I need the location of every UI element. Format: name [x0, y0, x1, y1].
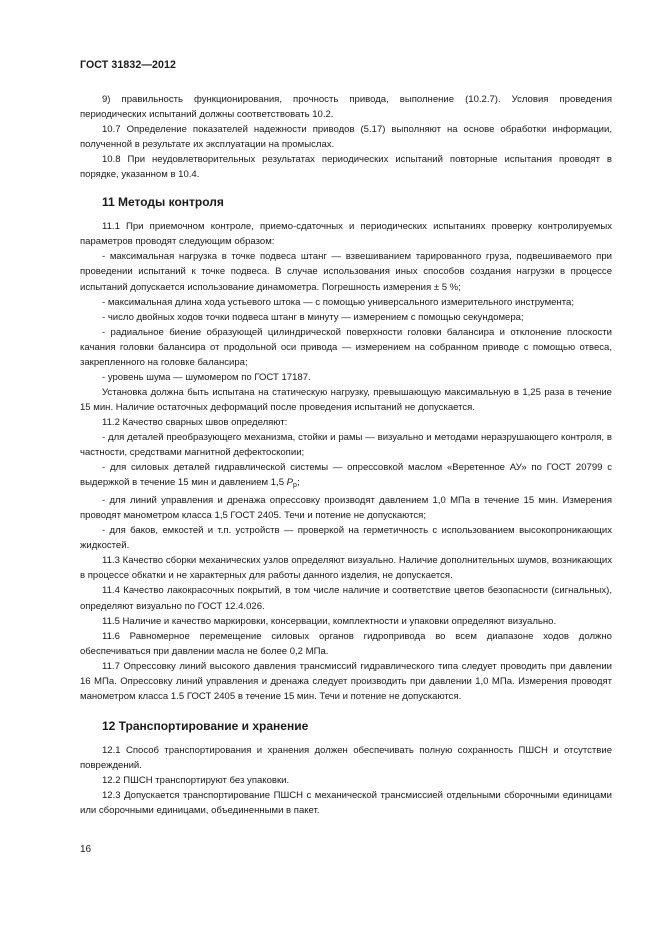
list-item: - уровень шума — шумомером по ГОСТ 17187.: [102, 371, 311, 383]
paragraph: 11.7 Опрессовку линий высокого давления трансмиссий гидравлического типа следует проводить при давлении 16 МПа. Опрессовку линий управления и дренажа следует производить при давлении 1,0 МПа. Измерения проводят манометром класса 1.5 ГОСТ 2405 в течение 15 мин. Течи и потение не допускаются.: [80, 660, 612, 702]
section-heading-11: 11 Методы контроля: [102, 195, 224, 210]
list-item: - для деталей преобразующего механизма, стойки и рамы — визуально и методами неразрушающего контроля, в частности, средствами магнитной дефектоскопии;: [80, 431, 612, 459]
paragraph: 11.5 Наличие и качество маркировки, консервации, комплектности и упаковки определяют визуально.: [102, 615, 557, 627]
paragraph: 12.2 ПШСН транспортируют без упаковки.: [102, 774, 290, 786]
list-item: - число двойных ходов точки подвеса штанг в минуту — измерением с помощью секундомера;: [102, 311, 524, 323]
list-item-hydraulic: [80, 460, 612, 493]
paragraph: 12.1 Способ транспортирования и хранения должен обеспечивать полную сохранность ПШСН и отсутствие повреждений.: [80, 744, 612, 771]
hydraulic-tail: ;: [296, 477, 300, 489]
paragraph: 11.4 Качество лакокрасочных покрытий, в том числе наличие и соответствие цветов безопасности (сигнальных), определяют визуально по ГОСТ 12.4.026.: [80, 585, 612, 612]
paragraph: 12.3 Допускается транспортирование ПШСН с механической трансмиссией отдельными сборочными единицами или сборочными единицами, объединенными в пакет.: [80, 790, 612, 817]
paragraph: 11.3 Качество сборки механических узлов определяют визуально. Наличие дополнительных шумов, возникающих в процессе обкатки и не характерных для работы данного изделия, не допускается.: [80, 555, 612, 582]
list-item: - максимальная нагрузка в точке подвеса штанг — взвешиванием тарированного груза, подвешиваемого при проведении испытаний к точке подвеса. В случае использования иных способов создания нагрузки в процессе испытаний допускается использование динамометра. Погрешность измерения ± 5 %;: [80, 251, 612, 293]
list-item: - максимальная длина хода устьевого штока — с помощью универсального измерительного инструмента;: [102, 296, 574, 308]
document-body: [80, 92, 612, 818]
pressure-subscript: р: [293, 482, 297, 490]
paragraph: 11.1 При приемочном контроле, приемо-сдаточных и периодических испытаниях проверку контролируемых параметров проводят следующим образом:: [80, 221, 612, 248]
list-item: - для линий управления и дренажа опрессовку производят давлением 1,0 МПа в течение 15 мин. Измерения проводят манометром класса 1,5 ГОСТ 2405. Течи и потение не допускаются;: [80, 495, 612, 522]
paragraph: Установка должна быть испытана на статическую нагрузку, превышающую максимальную в 1,25 раза в течение 15 мин. Наличие остаточных деформаций после проведения испытаний не допускается.: [80, 386, 612, 413]
paragraph: 11.2 Качество сварных швов определяют:: [102, 416, 288, 428]
paragraph: 10.8 При неудовлетворительных результатах периодических испытаний повторные испытания проводят в порядке, указанном в 10.4.: [80, 154, 612, 181]
pressure-symbol: P: [286, 477, 294, 489]
paragraph: 9) правильность функционирования, прочность привода, выполнение (10.2.7). Условия проведения периодических испытаний должны соответствовать 10.2.: [80, 94, 612, 121]
list-item: - для баков, емкостей и т.п. устройств — проверкой на герметичность с использованием высокопроникающих жидкостей.: [80, 525, 612, 552]
list-item: - радиальное биение образующей цилиндрической поверхности головки балансира и отклонение плоскости качания головки балансира от продольной оси привода — измерением на собранном приводе с помощью отвеса, закрепленного на головке балансира;: [80, 326, 612, 368]
section-heading-12: 12 Транспортирование и хранение: [102, 718, 309, 733]
running-header: ГОСТ 31832—2012: [80, 59, 177, 71]
paragraph: 11.6 Равномерное перемещение силовых органов гидропривода во всем диапазоне ходов должно обеспечиваться при давлении масла не более 0,2 МПа.: [80, 630, 612, 657]
page-number: 16: [80, 844, 92, 855]
paragraph: 10.7 Определение показателей надежности приводов (5.17) выполняют на основе обработки информации, полученной в результате их эксплуатации на промыслах.: [80, 124, 612, 151]
hydraulic-text: - для силовых деталей гидравлической системы — опрессовкой маслом «Веретенное АУ» по ГОСТ 20799 с выдержкой в течение 15 мин и давлением 1,5: [80, 462, 612, 489]
